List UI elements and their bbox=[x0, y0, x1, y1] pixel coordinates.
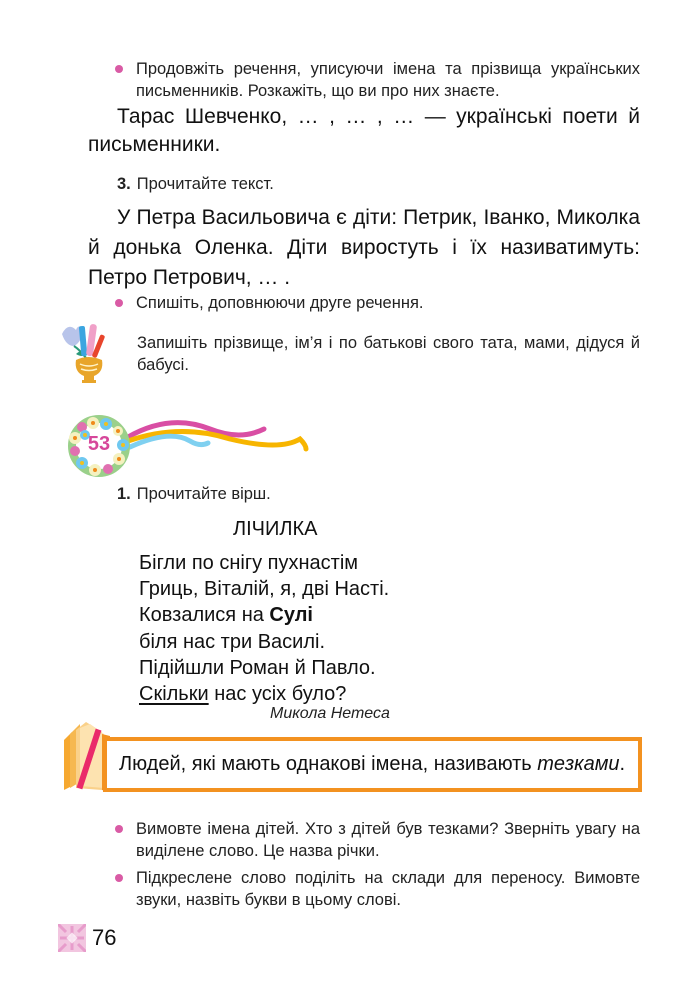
underlined-word: Скільки bbox=[139, 683, 209, 706]
bullet-dot-icon bbox=[115, 825, 123, 833]
rule-box bbox=[103, 737, 642, 792]
task-bullet-2 bbox=[118, 867, 640, 911]
homework-text: Запишіть прізвище, ім’я і по батькові свого тата, мами, дідуся й бабусі. bbox=[137, 334, 640, 374]
task-text: Підкреслене слово поділіть на склади для переносу. Вимовте звуки, назвіть букви в цьому слові. bbox=[136, 869, 640, 909]
exercise-instruction: Прочитайте вірш. bbox=[136, 485, 271, 503]
exercise-instruction: Прочитайте текст. bbox=[136, 175, 274, 193]
lesson-header bbox=[60, 405, 320, 485]
exercise-3-heading bbox=[117, 173, 274, 195]
exercise-number: 3. bbox=[117, 175, 131, 193]
instruction-bullet-1 bbox=[118, 58, 640, 102]
rule-text-main: Людей, які мають однакові імена, називають bbox=[119, 753, 538, 775]
poem-line bbox=[139, 602, 389, 628]
poem-line: Бігли по снігу пухнастім bbox=[139, 552, 359, 574]
rule-text-end: . bbox=[619, 753, 626, 775]
poem-line-text: нас усіх було? bbox=[208, 683, 347, 706]
instruction-text: Спишіть, доповнюючи друге речення. bbox=[136, 294, 424, 312]
instruction-text: Продовжіть речення, уписуючи імена та прізвища українських письменників. Розкажіть, що ви про них знаєте. bbox=[136, 60, 640, 100]
exercise-3-bullet bbox=[118, 292, 640, 314]
flower-wreath-icon bbox=[68, 415, 130, 477]
homework-vase-icon bbox=[58, 320, 120, 384]
poem-line: Гриць, Віталій, я, дві Насті. bbox=[139, 578, 390, 601]
poem-line-text: Ковзалися на bbox=[139, 604, 270, 627]
rule-text bbox=[107, 741, 638, 788]
task-text: Вимовте імена дітей. Хто з дітей був тезками? Зверніть увагу на виділене слово. Це назва річки. bbox=[136, 820, 640, 860]
ornament-icon bbox=[58, 924, 86, 952]
poem-line bbox=[139, 681, 389, 707]
lesson-number: 53 bbox=[87, 433, 111, 455]
poem-body bbox=[139, 550, 389, 707]
poem-title: ЛІЧИЛКА bbox=[233, 518, 318, 540]
bullet-dot-icon bbox=[115, 299, 123, 307]
poem-author: Микола Нетеса bbox=[270, 705, 390, 722]
poem-line: біля нас три Василі. bbox=[139, 630, 325, 653]
exercise-1-heading bbox=[117, 483, 271, 505]
poem-line: Підійшли Роман й Павло. bbox=[139, 656, 376, 679]
rule-term: тезками bbox=[537, 753, 620, 775]
fill-in-sentence: Тарас Шевченко, … , … , … — українські поети й письменники. bbox=[88, 105, 640, 156]
bullet-dot-icon bbox=[115, 874, 123, 882]
task-bullet-1 bbox=[118, 818, 640, 862]
bullet-dot-icon bbox=[115, 65, 123, 73]
exercise-number: 1. bbox=[117, 485, 131, 503]
exercise-3-text: У Петра Васильовича є діти: Петрик, Іванко, Миколка й донька Оленка. Діти виростуть і їх називатимуть: Петро Петрович, … . bbox=[88, 206, 640, 289]
page-number: 76 bbox=[92, 925, 117, 950]
highlighted-word-river: Сулі bbox=[269, 604, 313, 627]
